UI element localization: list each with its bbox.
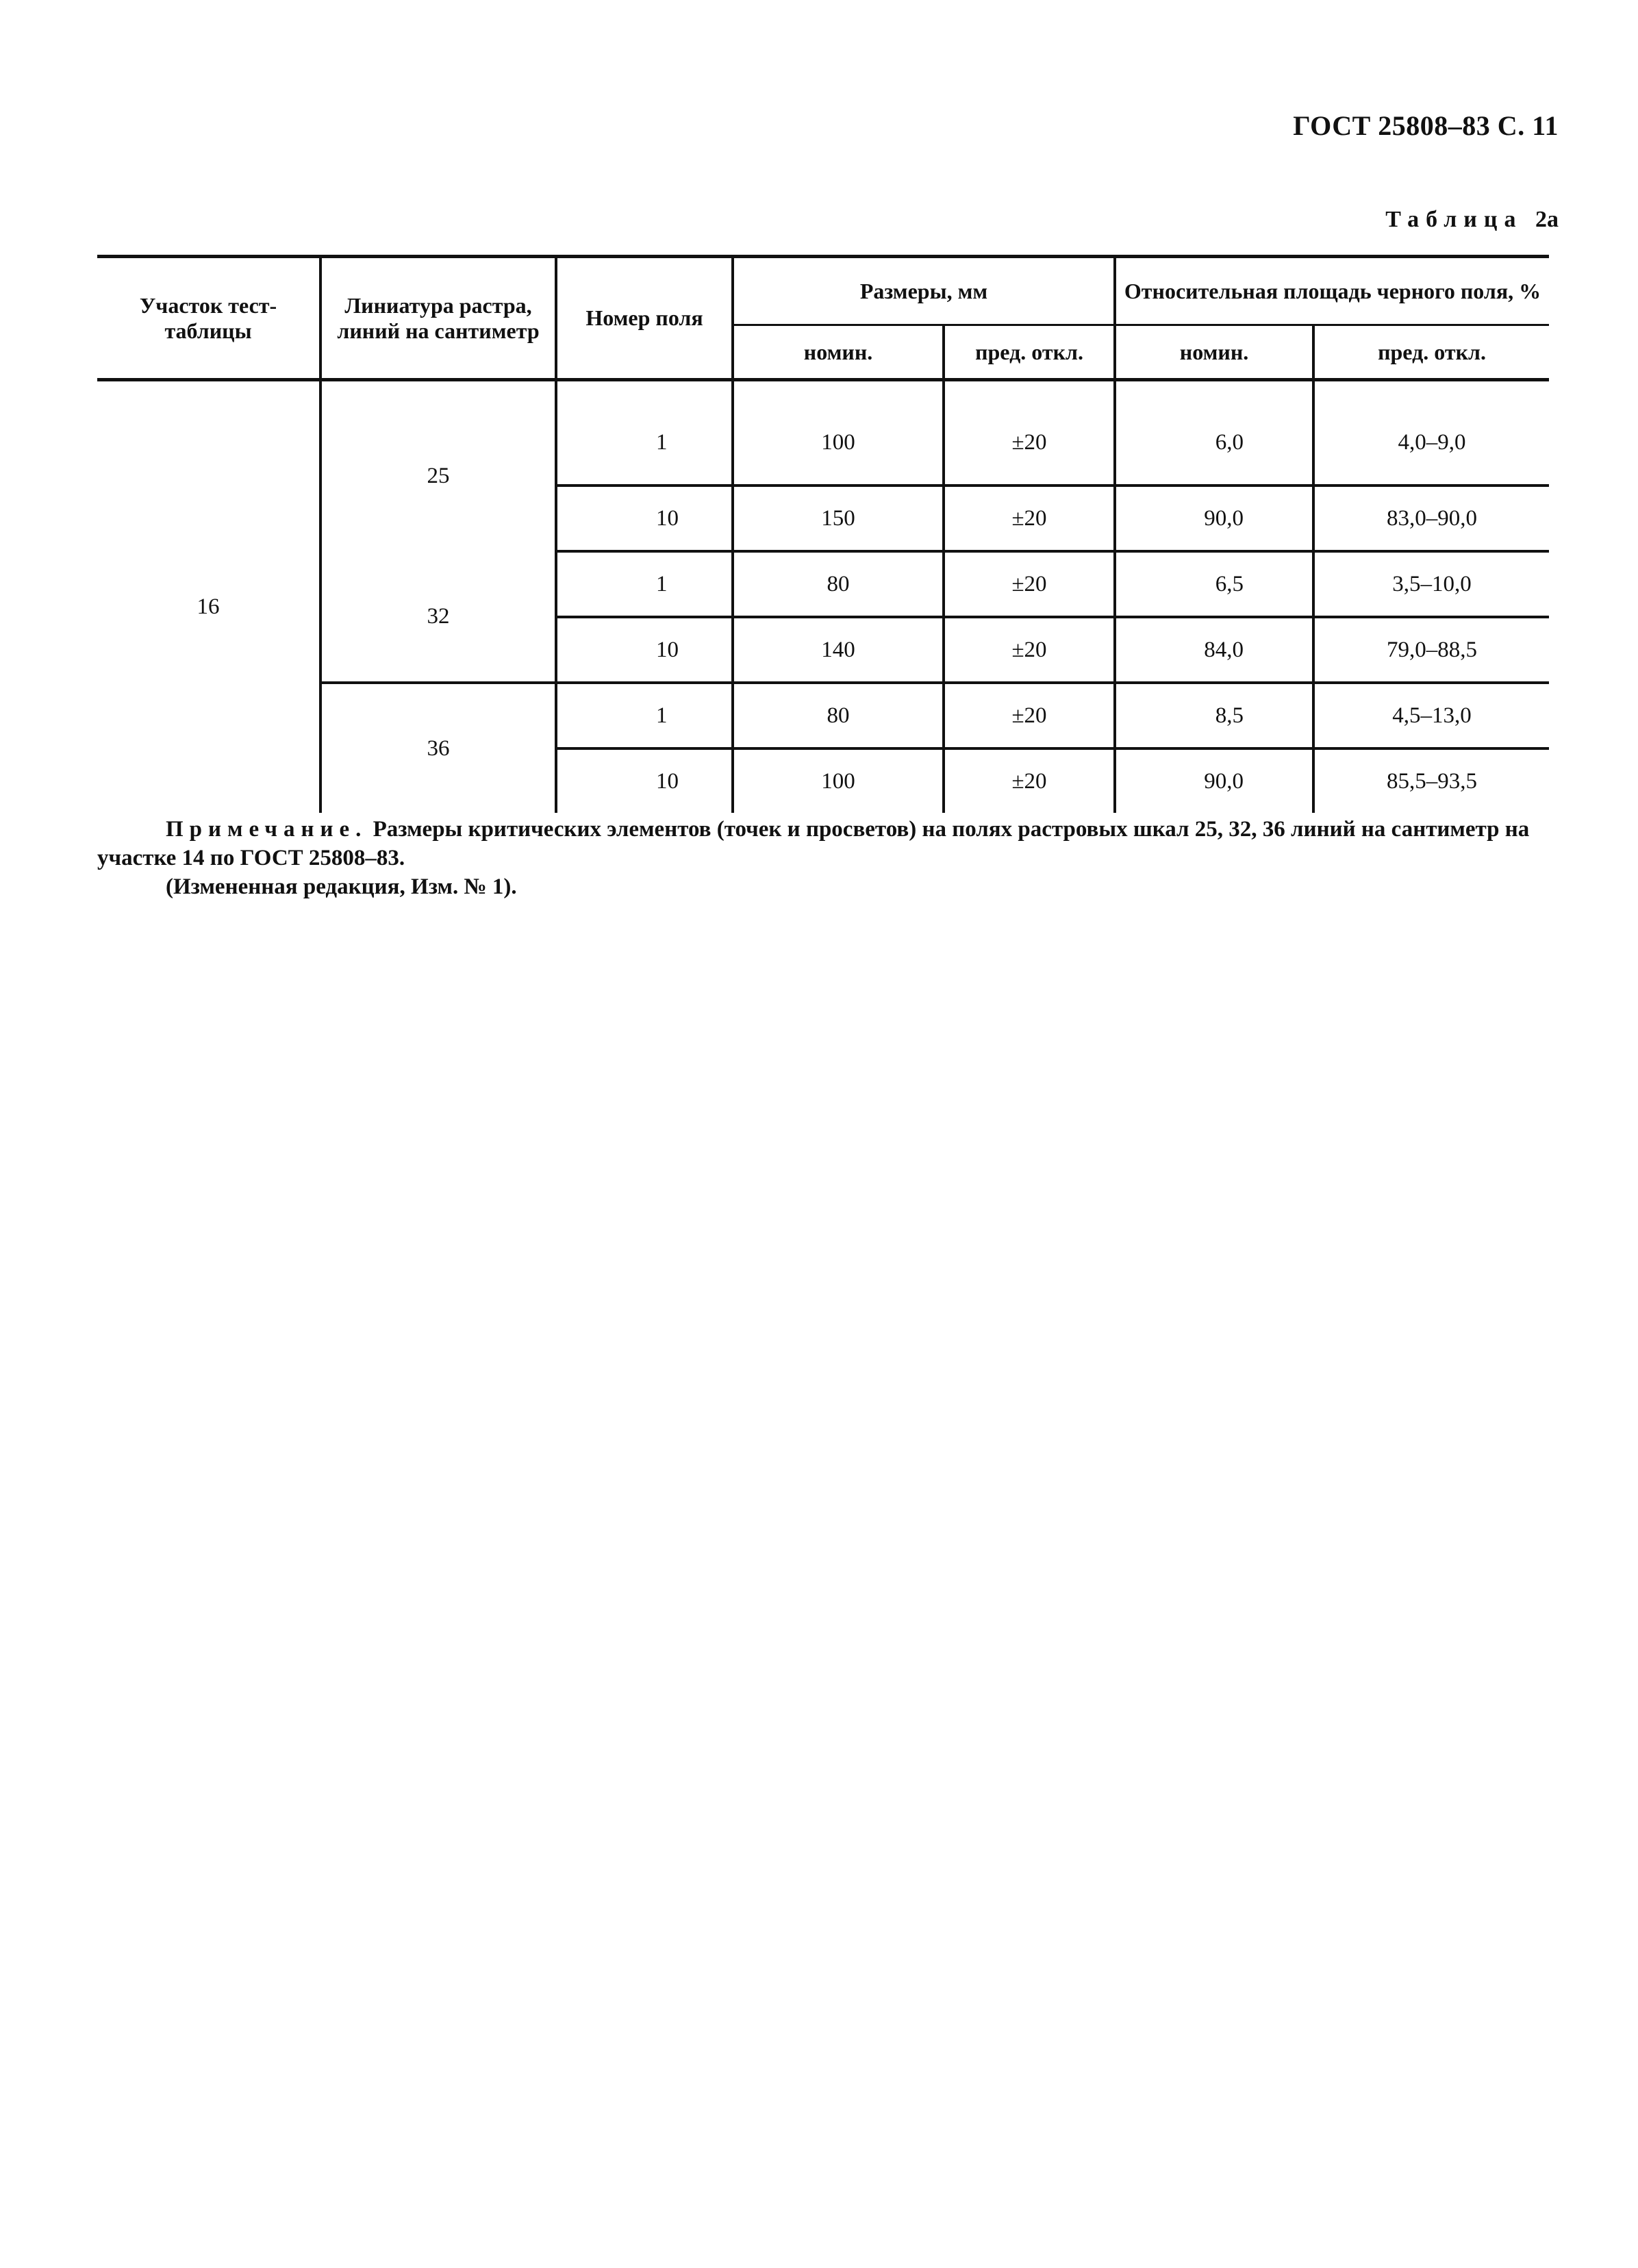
note-edition: (Измененная редакция, Изм. № 1). — [166, 874, 517, 900]
cell-area-nominal: 8,5 — [1115, 683, 1313, 748]
cell-size-deviation: ±20 — [944, 617, 1115, 683]
header-area-deviation: пред. откл. — [1313, 325, 1549, 380]
cell-area-deviation: 3,5–10,0 — [1313, 551, 1549, 617]
table-caption-word: Таблица — [1385, 207, 1523, 232]
header-size-deviation: пред. откл. — [944, 325, 1115, 380]
cell-site: 16 — [97, 380, 320, 814]
cell-size-nominal: 140 — [733, 617, 944, 683]
cell-area-deviation: 85,5–93,5 — [1313, 748, 1549, 813]
cell-field: 10 — [556, 748, 733, 813]
cell-size-nominal: 100 — [733, 748, 944, 813]
header-relative-area: Относительная площадь черного поля, % — [1115, 257, 1549, 325]
cell-size-nominal: 80 — [733, 551, 944, 617]
cell-lineature: 36 — [320, 683, 556, 813]
cell-size-deviation: ±20 — [944, 380, 1115, 486]
cell-size-deviation: ±20 — [944, 683, 1115, 748]
cell-field: 10 — [556, 617, 733, 683]
table-caption-number: 2а — [1535, 207, 1559, 232]
cell-size-nominal: 80 — [733, 683, 944, 748]
cell-area-deviation: 79,0–88,5 — [1313, 617, 1549, 683]
note-label: Примечание. — [166, 817, 368, 842]
cell-field: 10 — [556, 486, 733, 551]
note-text: Размеры критических элементов (точек и просветов) на полях растровых шкал 25, 32, 36 линий на сантиметр на участке 14 по ГОСТ 25808–83. — [97, 817, 1530, 871]
table-row — [97, 380, 1549, 486]
cell-field: 1 — [556, 683, 733, 748]
cell-area-deviation: 83,0–90,0 — [1313, 486, 1549, 551]
header-size-nominal: номин. — [733, 325, 944, 380]
cell-lineature: 32 — [320, 551, 556, 683]
cell-area-nominal: 84,0 — [1115, 617, 1313, 683]
header-area-nominal: номин. — [1115, 325, 1313, 380]
cell-field: 1 — [556, 380, 733, 486]
cell-area-nominal: 6,0 — [1115, 380, 1313, 486]
header-site: Участок тест-таблицы — [97, 257, 320, 380]
table-caption — [1385, 207, 1559, 233]
header-sizes: Размеры, мм — [733, 257, 1115, 325]
cell-size-nominal: 100 — [733, 380, 944, 486]
cell-area-deviation: 4,5–13,0 — [1313, 683, 1549, 748]
cell-size-nominal: 150 — [733, 486, 944, 551]
cell-size-deviation: ±20 — [944, 486, 1115, 551]
cell-area-nominal: 90,0 — [1115, 748, 1313, 813]
table-note — [97, 815, 1549, 902]
running-title: ГОСТ 25808–83 С. 11 — [1293, 110, 1559, 141]
cell-area-nominal: 6,5 — [1115, 551, 1313, 617]
specification-table — [97, 255, 1549, 813]
cell-size-deviation: ±20 — [944, 748, 1115, 813]
note-paragraph — [97, 815, 1549, 872]
cell-field: 1 — [556, 551, 733, 617]
cell-area-nominal: 90,0 — [1115, 486, 1313, 551]
cell-lineature: 25 — [320, 380, 556, 552]
cell-size-deviation: ±20 — [944, 551, 1115, 617]
cell-area-deviation: 4,0–9,0 — [1313, 380, 1549, 486]
header-lineature: Линиатура растра, линий на сантиметр — [320, 257, 556, 380]
header-field-number: Номер поля — [556, 257, 733, 380]
